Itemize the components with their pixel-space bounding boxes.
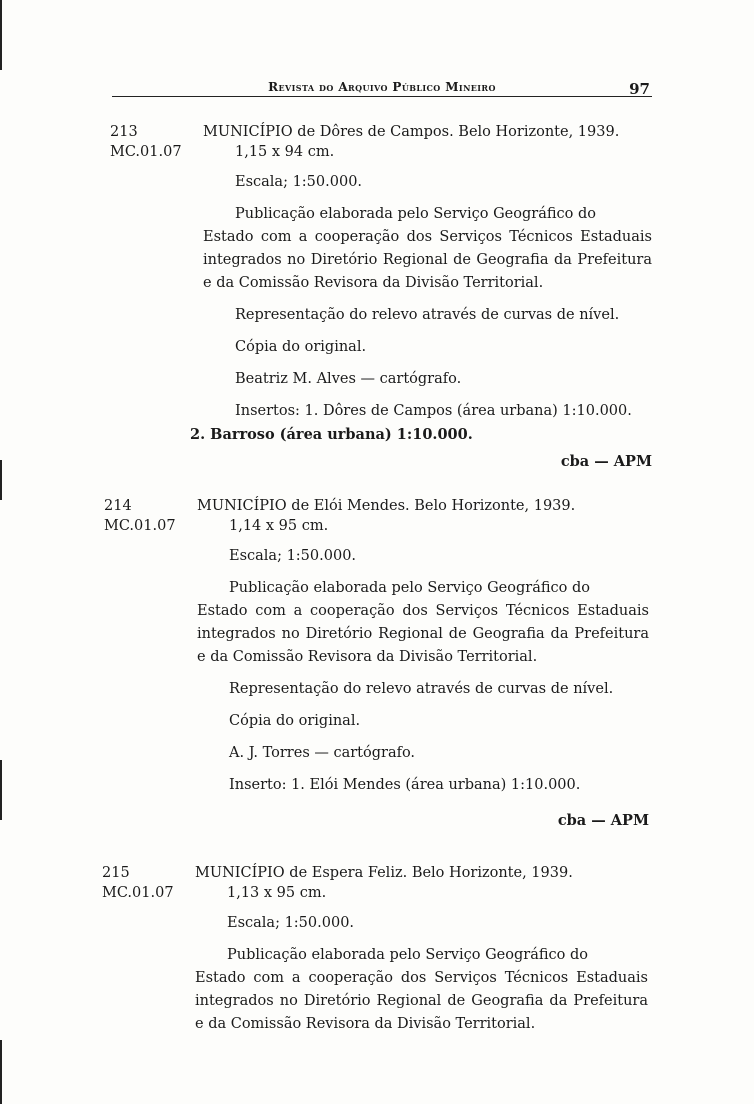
journal-title: Revista do Arquivo Público Mineiro xyxy=(268,80,496,94)
entry-cartographer: A. J. Torres — cartógrafo. xyxy=(229,745,416,761)
entry-size: 1,15 x 94 cm. xyxy=(235,144,335,160)
entry-number: 213 xyxy=(110,124,138,140)
entry-body xyxy=(195,863,648,1036)
entry-size: 1,14 x 95 cm. xyxy=(229,518,329,534)
publication-first-line: Publicação elaborada pelo Serviço Geográfico do xyxy=(227,947,588,963)
entry-insert-line-1: Insertos: 1. Dôres de Campos (área urbana) 1:10.000. xyxy=(235,403,632,419)
entry-title: MUNICÍPIO de Dôres de Campos. Belo Horizonte, 1939. xyxy=(203,124,620,140)
entry-body xyxy=(197,496,649,832)
catalog-entry xyxy=(104,496,649,832)
catalog-entry xyxy=(110,122,652,473)
page-edge-mark xyxy=(0,0,2,70)
entry-call-number: MC.01.07 xyxy=(110,144,182,160)
page-number: 97 xyxy=(629,80,650,98)
running-header xyxy=(112,80,652,97)
page-edge-mark xyxy=(0,760,2,820)
entry-copy: Cópia do original. xyxy=(235,339,367,355)
publication-first-line: Publicação elaborada pelo Serviço Geográfico do xyxy=(235,206,596,222)
entry-size: 1,13 x 95 cm. xyxy=(227,885,327,901)
entry-number: 214 xyxy=(104,498,132,514)
publication-rest: Estado com a cooperação dos Serviços Técnicos Estaduais integrados no Diretório Regional de Geografia da Prefeitura e da Comissão Revisora da Divisão Territorial. xyxy=(197,603,649,665)
entry-body xyxy=(190,122,652,473)
entry-title: MUNICÍPIO de Elói Mendes. Belo Horizonte, 1939. xyxy=(197,498,576,514)
publication-rest: Estado com a cooperação dos Serviços Técnicos Estaduais integrados no Diretório Regional de Geografia da Prefeitura e da Comissão Revisora da Divisão Territorial. xyxy=(195,970,648,1032)
entry-title: MUNICÍPIO de Espera Feliz. Belo Horizonte, 1939. xyxy=(195,865,573,881)
entry-relief: Representação do relevo através de curvas de nível. xyxy=(235,307,620,323)
publication-first-line: Publicação elaborada pelo Serviço Geográfico do xyxy=(229,580,590,596)
publication-rest: Estado com a cooperação dos Serviços Técnicos Estaduais integrados no Diretório Regional de Geografia da Prefeitura e da Comissão Revisora da Divisão Territorial. xyxy=(203,229,652,291)
entry-code-block xyxy=(104,496,189,536)
entry-publication xyxy=(197,577,649,669)
entry-code-block xyxy=(110,122,195,162)
catalog-entry xyxy=(102,863,648,1045)
entry-signature: cba — APM xyxy=(557,812,649,829)
entry-insert-line-1: Inserto: 1. Elói Mendes (área urbana) 1:10.000. xyxy=(229,777,581,793)
entry-signature: cba — APM xyxy=(560,453,652,470)
entry-scale: Escala; 1:50.000. xyxy=(229,548,357,564)
entry-number: 215 xyxy=(102,865,130,881)
entry-publication xyxy=(195,944,648,1036)
entry-publication xyxy=(203,203,652,295)
entry-scale: Escala; 1:50.000. xyxy=(235,174,363,190)
entry-scale: Escala; 1:50.000. xyxy=(227,915,355,931)
entry-code-block xyxy=(102,863,187,903)
entry-copy: Cópia do original. xyxy=(229,713,361,729)
entry-call-number: MC.01.07 xyxy=(104,518,176,534)
entry-call-number: MC.01.07 xyxy=(102,885,174,901)
entry-cartographer: Beatriz M. Alves — cartógrafo. xyxy=(235,371,462,387)
page-edge-mark xyxy=(0,1040,2,1104)
page-edge-mark xyxy=(0,460,2,500)
entry-insert-line-2: 2. Barroso (área urbana) 1:10.000. xyxy=(190,426,473,443)
entry-relief: Representação do relevo através de curvas de nível. xyxy=(229,681,614,697)
